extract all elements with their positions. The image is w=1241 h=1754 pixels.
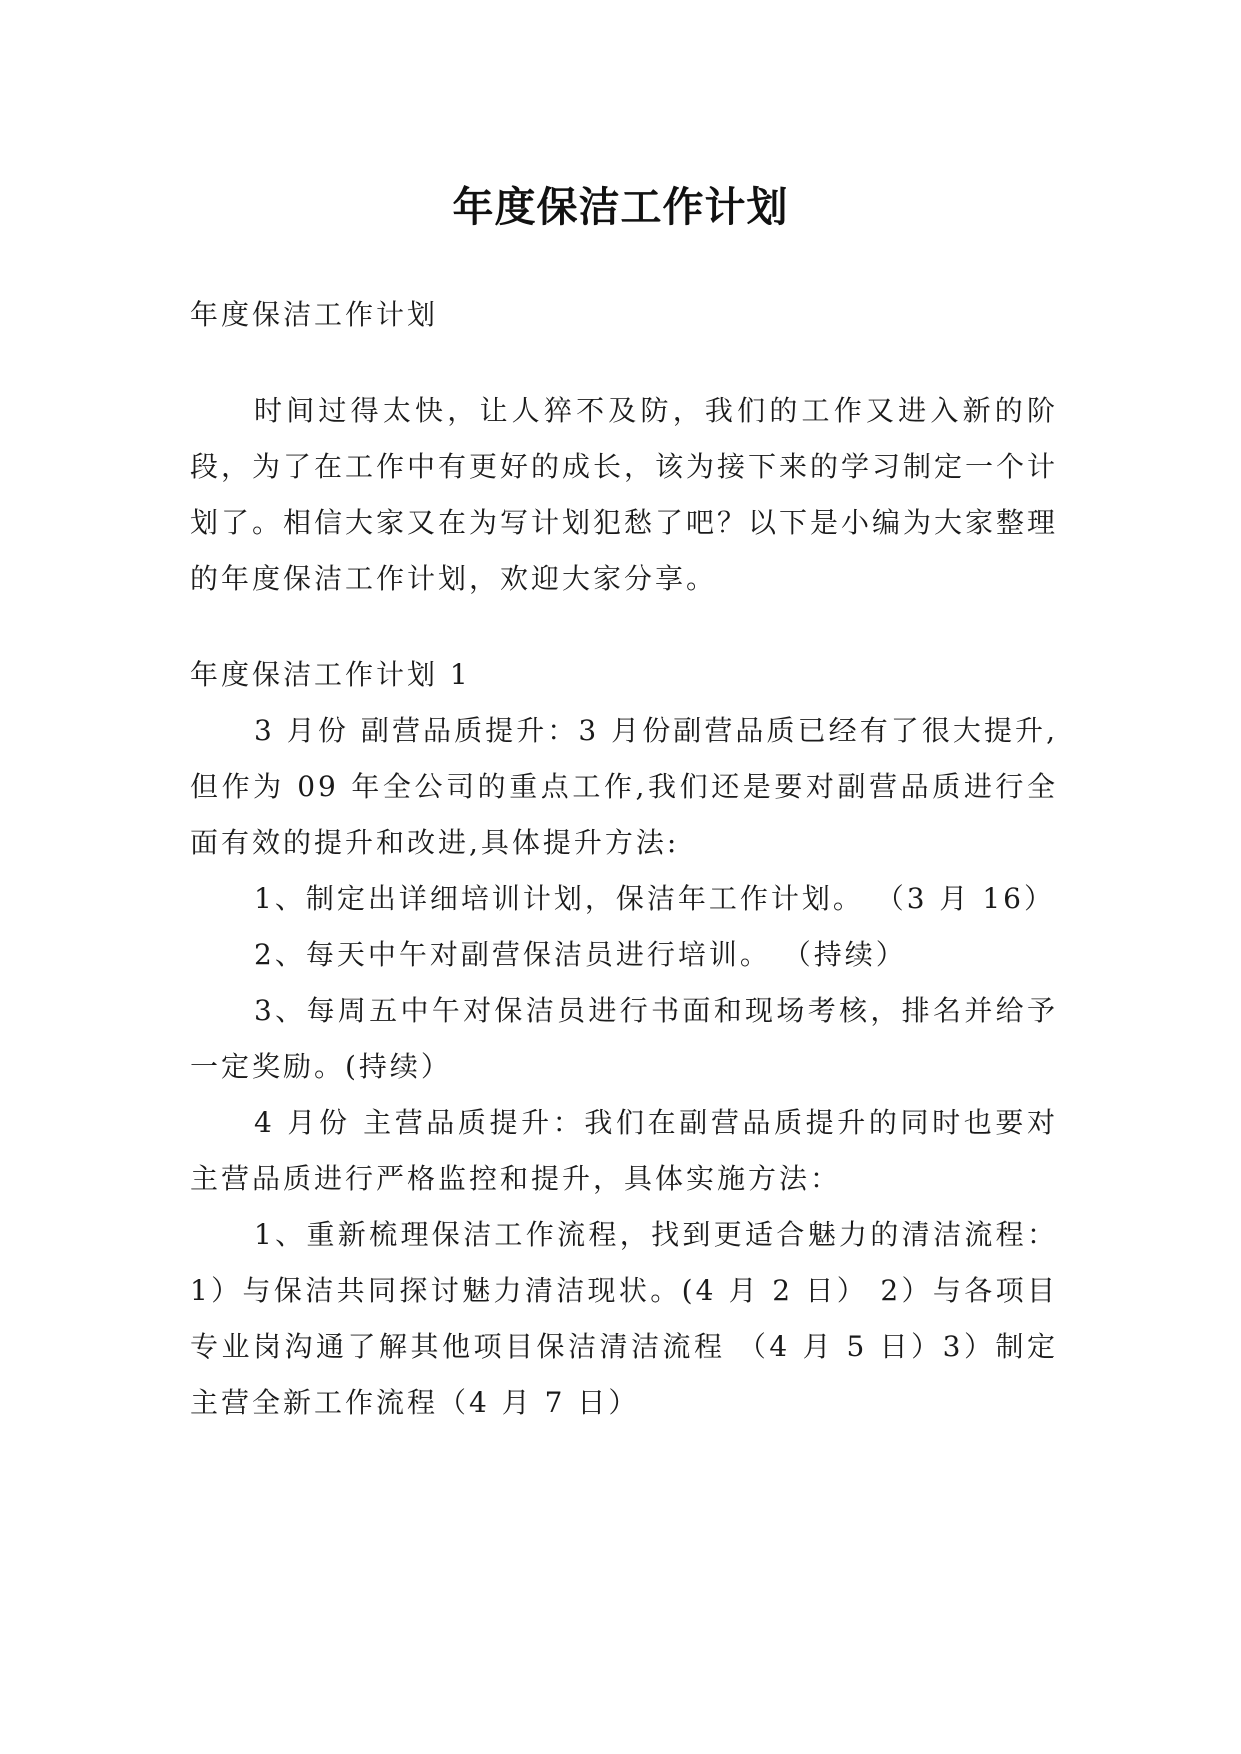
list-item-march-2: 2、每天中午对副营保洁员进行培训。 （持续） [254,938,907,971]
list-item-march-3: 3、每周五中午对保洁员进行书面和现场考核，排名并给予一定奖励。(持续） [190,994,1058,1083]
section-heading: 年度保洁工作计划 1 [190,658,471,691]
paragraph-march: 3 月份 副营品质提升：3 月份副营品质已经有了很大提升,但作为 09 年全公司的重点工作,我们还是要对副营品质进行全面有效的提升和改进,具体提升方法: [190,714,1058,859]
list-item-april-1: 1、重新梳理保洁工作流程，找到更适合魅力的清洁流程： 1）与保洁共同探讨魅力清洁现状。(4 月 2 日） 2）与各项目专业岗沟通了解其他项目保洁清洁流程 （4 月 5 日）3）制定主营全新工作流程（4 月 7 日） [190,1218,1058,1419]
document-subtitle: 年度保洁工作计划 [190,298,439,331]
document-body [190,287,1058,1431]
list-item-march-1: 1、制定出详细培训计划，保洁年工作计划。 （3 月 16） [254,882,1055,915]
intro-paragraph: 时间过得太快，让人猝不及防，我们的工作又进入新的阶段，为了在工作中有更好的成长，该为接下来的学习制定一个计划了。相信大家又在为写计划犯愁了吧？以下是小编为大家整理的年度保洁工作计划，欢迎大家分享。 [190,394,1059,595]
document-title: 年度保洁工作计划 [452,183,789,232]
paragraph-april: 4 月份 主营品质提升：我们在副营品质提升的同时也要对主营品质进行严格监控和提升，具体实施方法： [190,1106,1058,1195]
